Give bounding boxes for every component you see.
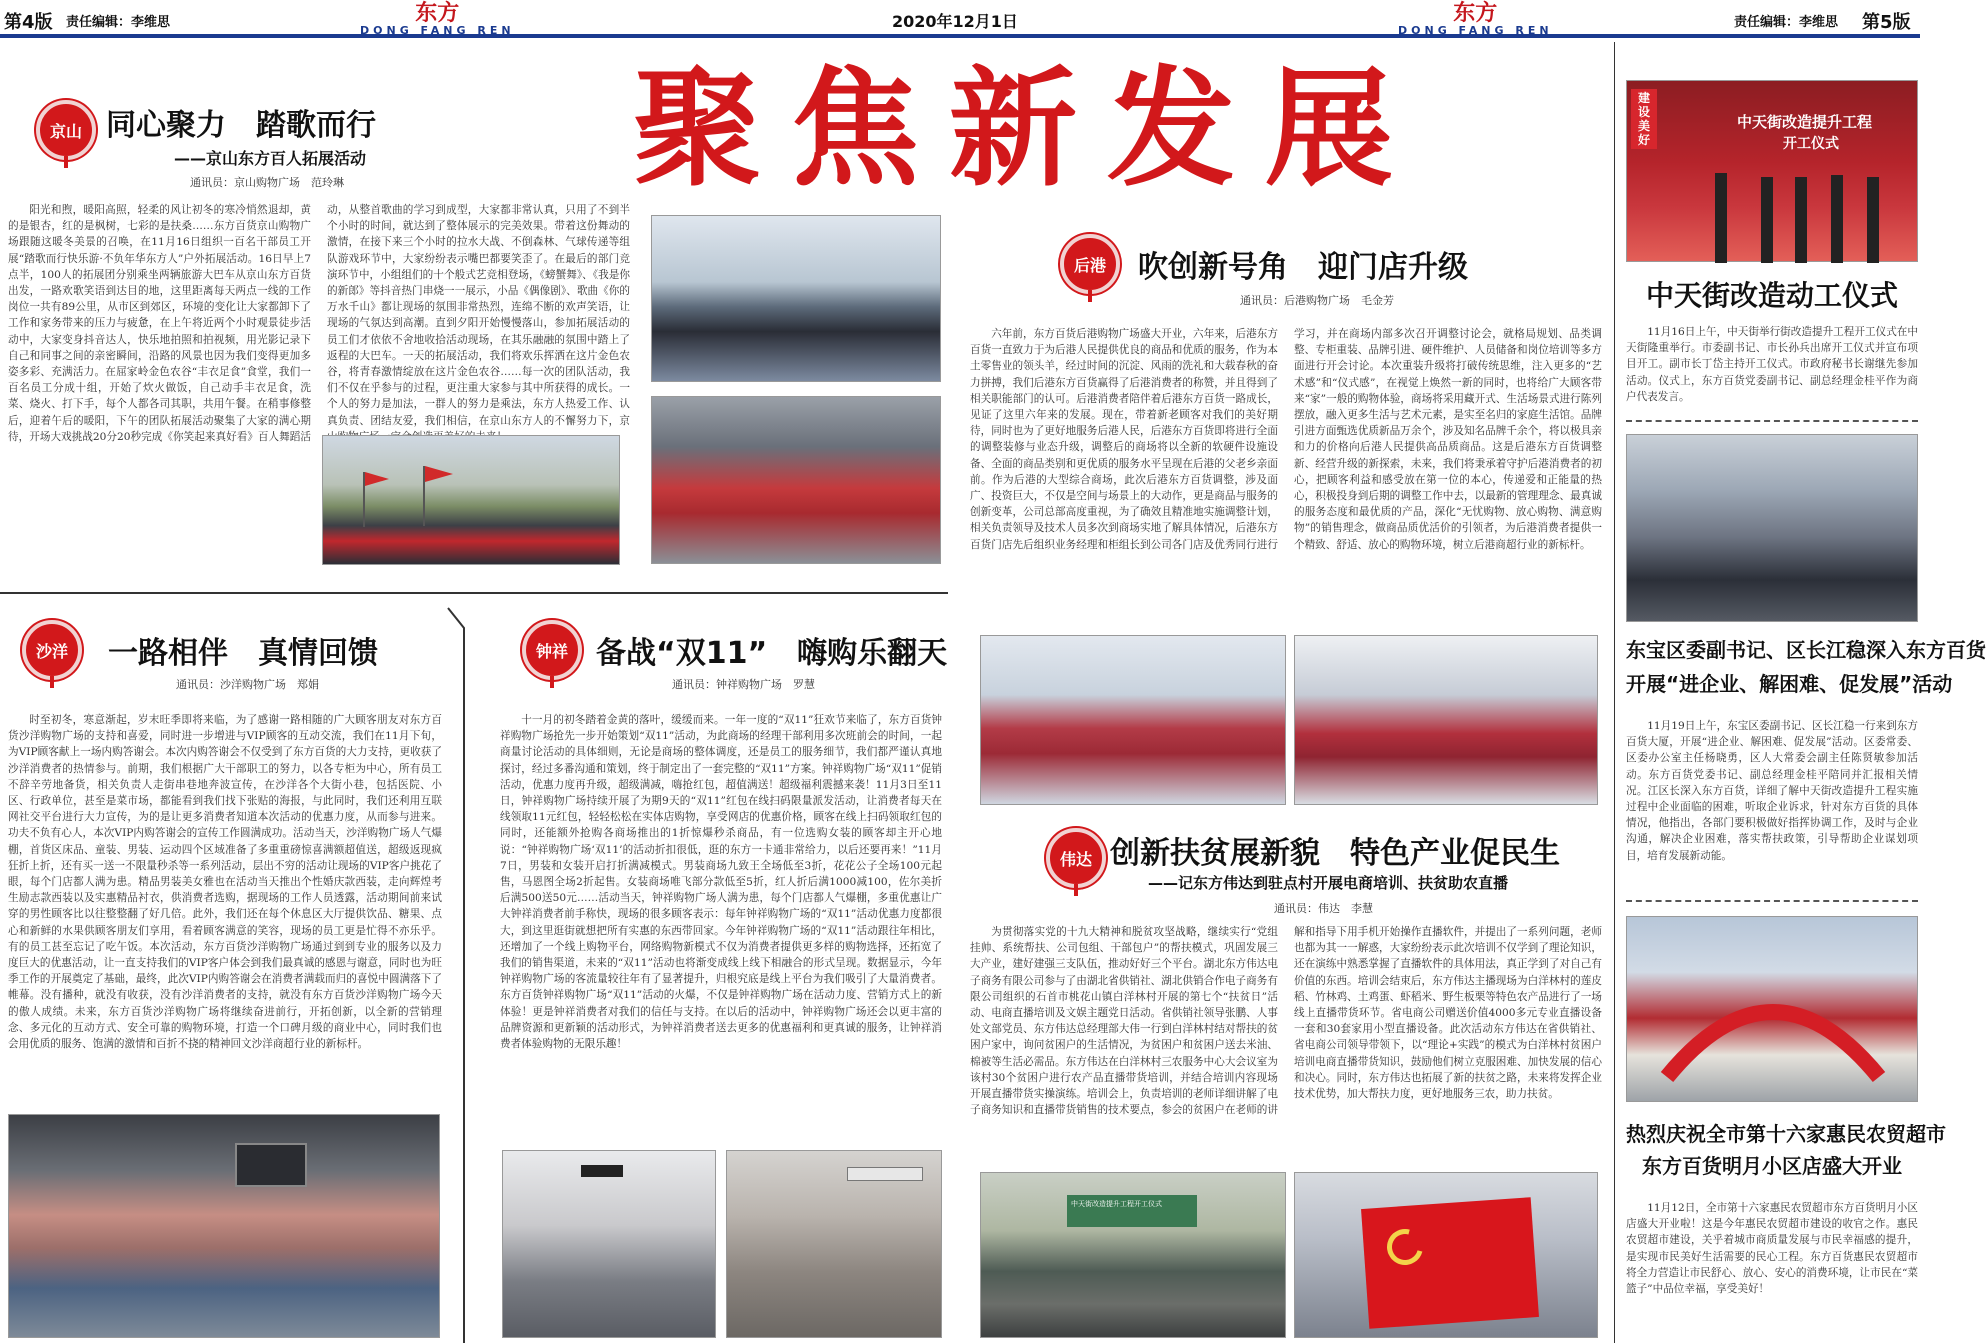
ceremony-banner-line2: 开工仪式 — [1783, 136, 1839, 152]
store-sign — [581, 1165, 623, 1177]
sidebar-divider — [1626, 900, 1918, 902]
staff-meeting-photo — [1294, 635, 1598, 805]
flag-graphic — [323, 436, 621, 566]
vip-shopping-photo — [8, 1114, 440, 1338]
article-byline: 通讯员：后港购物广场 毛金芳 — [1240, 294, 1394, 307]
inspection-visit-photo — [1626, 434, 1918, 622]
article-headline: 同心聚力 踏歌而行 — [106, 108, 376, 143]
location-badge: 后港 — [1060, 234, 1120, 294]
sidebar-body: 11月19日上午，东宝区委副书记、区长江稳一行来到东方百货大厦，开展“进企业、解困难、促发展”活动。区委常委、区委办公室主任杨晓勇，区人大常委会副主任陈贤敏参加活动。东方百货党委书记、副总经理金桂平陪同并汇报相关情况。江区长深入东方百货，详细了解中天街改造提升工程实施过程中企业面临的困难，听取企业诉求，针对东方百货的具体情况，他指出，各部门要积极做好指挥协调工作，及时与企业沟通，解决企业困难，落实帮扶政策，引导帮助企业谋划项目，培育发展新动能。 — [1626, 720, 1918, 862]
issue-date: 2020年12月1日 — [892, 12, 1018, 31]
logo-mark: 东方 — [1453, 1, 1498, 26]
circle-activity-photo — [651, 215, 941, 382]
sidebar-headline: 中天街改造动工仪式 — [1645, 279, 1898, 312]
clothing-store-photo — [502, 1150, 716, 1338]
training-screen: 中天街改造提升工程开工仪式 — [1067, 1195, 1197, 1227]
page-header — [0, 0, 1920, 38]
left-editor: 责任编辑：李维思 — [66, 15, 171, 30]
article-subtitle: ——记东方伟达到驻点村开展电商培训、扶贫助农直播 — [1148, 874, 1509, 892]
party-flag-photo — [1294, 1172, 1598, 1338]
sidebar-body: 11月12日，全市第十六家惠民农贸超市东方百货明月小区店盛大开业啦！这是今年惠民农贸超市建设的收官之作。惠民农贸超市建设，关乎着城市商质量发展与市民幸福感的提升，是实现市民美好生活需要的民心工程。东方百货惠民农贸超市将全力营造让市民舒心、放心、安心的消费环境，让市民在“菜篮子”中品位幸福，享受美好！ — [1626, 1202, 1918, 1296]
article-body: 为贯彻落实党的十九大精神和脱贫攻坚战略，继续实行“党组挂帅、系统帮扶、公司包组、干部包户”的帮扶模式，巩固发展三大产业，建好建强三支队伍，推动好好三个平台。湖北东方伟达电子商务有限公司参与了由湖北省供销社、湖北供销合作电子商务有限公司组织的石首市桃花山镇白洋林村开展的第七个“扶贫日”活动、电商直播培训及文娱主题党日活动。省供销社领导张鹏、人事处文部党员、东方伟达总经理部大伟一行到白洋林村结对帮扶的贫困户家中，询问贫困户的生活情况，为贫困户和贫困户送去米油、棉被等生活必需品。东方伟达在白洋林村三农服务中心大会议室为该村30个贫困户进行农产品直播带货培训，并结合培训内容现场开展直播带货实操演练。培训会上，负责培训的老师详细讲解了电子商务知识和直播带货销售的技术要点，参会的贫困户在老师的讲解和指导下用手机开始操作直播软件，并提出了一系列问题，老师也都为其一一解惑，大家纷纷表示此次培训不仅学到了理论知识，还在演练中熟悉掌握了直播软件的具体用法，真正学到了对自己有价值的东西。培训会结束后，东方伟达主播现场为白洋林村的莲皮稻、竹林鸡、土鸡蛋、虾稻米、野生板栗等特色农产品进行了一场线上直播带货环节。省电商公司赠送价值4000多元专业直播设备一套和30套家用小型直播设备。此次活动东方伟达在省供销社、省电商公司领导带领下，以“理论+实践”的模式为白洋林村贫困户培训电商直播带货知识，鼓励他们树立克服困难、加快发展的信心和决心。同时，东方伟达也拓展了新的扶贫之路，未来将发挥企业技术优势，加大帮扶力度，更好地服务三农，助力扶贫。 — [970, 926, 1602, 1117]
section-divider — [0, 592, 948, 594]
location-badge: 伟达 — [1046, 828, 1106, 888]
ceremony-people — [1627, 81, 1919, 263]
group-photo — [322, 435, 620, 565]
sidebar-headline: 热烈庆祝全市第十六家惠民农贸超市 — [1626, 1122, 1946, 1146]
pig-sign — [235, 1143, 307, 1187]
red-flag — [1361, 1197, 1539, 1329]
article-headline: 吹创新号角 迎门店升级 — [1138, 250, 1468, 285]
sidebar-headline: 东宝区委副书记、区长江稳深入东方百货 — [1626, 638, 1986, 662]
location-badge: 沙洋 — [22, 620, 82, 680]
article-subtitle: ——京山东方百人拓展活动 — [174, 149, 367, 168]
article-body: 时至初冬，寒意渐起，岁末旺季即将来临，为了感谢一路相随的广大顾客朋友对东方百货沙洋购物广场的支持和喜爱，同时进一步增进与VIP顾客的互动交流，我们在11月下旬，为VIP顾客献上一场内购答谢会。本次内购答谢会不仅受到了东方百货的大力支持，更收获了沙洋消费者的热情参与。前期，我们根据广大干部职工的努力，以各专柜为中心，所有员工不辞辛劳地备货，相关负责人走街串巷地奔波宣传，在沙洋各个大街小巷，包括医院、小区、行政单位，甚至是菜市场，都能看到我们找下张贴的海报，与此同时，我们还利用互联网社交平台进行大力宣传，为的是让更多消费者知道本次活动的优惠力度，从而参与进来。功夫不负有心人，本次VIP内购答谢会的宣传工作圆满成功。活动当天，沙洋购物广场人气爆棚，首货区床品、童装、男装、运动四个区域准备了多重重磅惊喜满额超值送，超级返现疯狂折上折，还有买一送一不限量秒杀等一系列活动，层出不穷的活动让现场的VIP客户挑花了眼，每个门店都人满为患。精品男装美女雅也在活动当天推出个性婚庆款西装，走向辉煌考生励志款西装以及实惠精品衬衣，供消费者选购，据现场的工作人员透露，活动期间前来试穿的男性顾客比以往整整翻了好几倍。此外，我们还在每个休息区大厅提供饮品、糖果、点心和新鲜的水果供顾客朋友们享用，看着顾客满意的笑容，现场的员工更是忙得不亦乐乎。有的员工甚至忘记了吃午饭。本次活动，东方百货沙洋购物广场通过到到专业的服务以及力度巨大的优惠活动，让一直支持我们的VIP客户体会到我们最真诚的感恩与谢意，同时也为旺季工作的开展奠定了基础，最终，此次VIP内购答谢会在消费者满载而归的喜悦中圆满落下了帷幕。没有播种，就没有收获，没有沙洋消费者的支持，就没有东方百货沙洋购物广场今天的傲人成绩。未来，东方百货沙洋购物广场将继续奋进前行，开拓创新，以全新的营销理念、多元化的互动方式、安全可靠的购物环境，打造一个口碑月级的商业中心，同时我们也会用优质的服务、饱满的激情和百折不挠的精神回文沙洋商超行业的新标杆。 — [8, 714, 442, 1051]
left-page-number: 第4版 — [4, 12, 53, 33]
left-logo — [360, 1, 515, 37]
logo-text: DONG FANG REN — [360, 24, 515, 37]
article-byline: 通讯员：伟达 李慧 — [1274, 902, 1373, 915]
article-byline: 通讯员：京山购物广场 范玲琳 — [190, 176, 344, 189]
sidebar-separator — [1614, 42, 1615, 1343]
sidebar-headline-line2: 东方百货明月小区店盛大开业 — [1642, 1154, 1902, 1178]
article-body: 六年前，东方百货后港购物广场盛大开业，六年来，后港东方百货一直致力于为后港人民提供优良的商品和优质的服务，作为本土零售业的领头羊，经过时间的沉淀、风雨的洗礼和大载春秋的奋力拼搏，我们后港东方百货赢得了后港消费者的称赞，并且得到了相关职能部门的认可。后港消费者陪伴着后港东方百货一路成长，见证了这里六年来的发展。现在，带着新老顾客对我们的美好期待，同时也为了更好地服务后港人民，后港东方百货即将进行全面的调整装修与业态升级，调整后的商场将以全新的软硬件设施设备、全面的商品类别和更优质的服务水平呈现在后港的父老乡亲面前。作为后港的大型综合商场，此次后港东方百货调整，涉及面广、投资巨大，不仅是空间与场景上的大动作，更是商品与服务的创新变革，公司总部高度重视，为了确效且精准地实施调整计划，相关负责领导及技术人员多次到商场实地了解具体情况，后港东方百货门店先后组织业务经理和柜组长到公司各门店及优秀同行进行学习，并在商场内部多次召开调整讨论会，就格局规划、品类调整、专柜重装、品牌引进、硬件维护、人员储备和岗位培训等多方面进行开会讨论。本次重装升级将打破传统思维，注入更多的“艺术感”和“仪式感”，在视觉上焕然一新的同时，也将给广大顾客带来“家”一般的购物体验，商场将采用藏开式、生活场景式进行陈列摆放，融入更多生活与艺术元素，是实至名归的家庭生活馆。品牌引进方面甄选优质新品万余个，涉及知名品牌千余个，将以极具亲和力的价格向后港人民提供高品质商品。这是后港东方百货调整新、经营升级的新探索，未来，我们将秉承着守护后港消费者的初心，把顾客利益和感受放在第一位的本心，传递爱和正能量的热心，积极投身到后期的调整工作中去，以最新的管理理念、最真诚的服务态度和最优质的产品，深化“无忧购物、放心购物、满意购物”的销售理念，做商品质优活价的引领者，为后港消费者提供一个精致、舒适、放心的购物环境，树立后港商超行业的新标杆。 — [970, 328, 1602, 551]
sidebar-body: 11月16日上午，中天街举行街改造提升工程开工仪式在中天街隆重举行。市委副书记、市长孙兵出席开工仪式并宣布项目开工。副市长丁岱主持开工仪式。市政府秘书长谢继先参加活动。仪式上，东方百货党委副书记、副总经理金桂平作为商户代表发言。 — [1626, 326, 1918, 403]
right-page-number: 第5版 — [1862, 12, 1911, 33]
team-game-photo — [651, 396, 941, 564]
staff-assembly-photo — [980, 635, 1286, 805]
article-body: 阳光和煦，暖阳高照，轻柔的风让初冬的寒冷悄然退却，黄的是银杏，红的是枫树，七彩的是扶桑……东方百货京山购物广场跟随这暖冬美景的召唤，在11月16日组织一百名干部员工开展“踏歌而行快乐游·不负年华东方人”户外拓展活动。16日早上7点半，100人的拓展团分别乘坐两辆旅游大巴车从京山东方百货出发，一路欢歌笑语到达目的地，这里距离每天两点一线的工作岗位一共有89公里，从市区到郊区，环境的变化让大家都卸下了工作和家务带来的压力与疲惫，在上午将近两个小时观景徒步活动中，大家变身抖音达人，快乐地拍照和拍视频，用光影记录下自己和同事之间的亲密瞬间，沿路的风景也因为我们变得更加多姿多彩、充满活力。在屈家岭金色农谷“丰衣足食”食堂，我们一百名员工分成十组，开始了炊火做饭，自己动手丰衣足食，洗菜、烧火、打下手，每个人都各司其职，共用午餐。在稍事修整后，迎着午后的暖阳，下午的团队拓展活动聚集了大家的满心期待，开场大戏挑战20分20秒完成《你笑起来真好看》百人舞蹈活动，从整首歌曲的学习到成型，大家都非常认真，只用了不到半个小时的时间，就达到了整体展示的完美效果。带着这份舞动的激情，在接下来三个小时的拉水大战、不倒森林、气球传递等组队游戏环节中，大家纷纷表示嘴巴都要笑歪了。在最后的部门竞演环节中，小组组们的十个般式艺竞相登场，《螃蟹舞》、《我是你的新郎》等抖音热门串烧一一展示，小品《偶像剧》、歌曲《你的万水千山》都让现场的氛围非常热烈，连绵不断的欢声笑语，让现场的气氛达到高潮。直到夕阳开始慢慢落山，参加拓展活动的员工们才依依不舍地收拾活动现场，在其乐融融的氛围中踏上了返程的大巴车。一天的拓展活动，我们将欢乐挥洒在这片金色农谷，将青春激情绽放在这片金色农谷……每一次的团队活动，我们不仅在乎参与的过程，更注重大家参与其中所获得的成长。一个人的努力是加法，一群人的努力是乘法，东方人热爱工作、认真负责、团结友爱，我们相信，在京山东方人的不懈努力下，京 — [8, 204, 630, 443]
masthead-title: 聚焦新发展 — [632, 55, 1423, 204]
sidebar-divider — [1626, 420, 1918, 422]
right-logo — [1398, 1, 1553, 37]
store-opening-photo — [1626, 916, 1918, 1102]
article-headline: 备战“双11” 嗨购乐翻天 — [596, 636, 948, 671]
balloon-arch — [1627, 917, 1919, 1103]
groundbreaking-ceremony-photo — [1626, 80, 1918, 262]
ceremony-sign: 建设美好 — [1631, 89, 1657, 149]
store-sign — [847, 1167, 923, 1181]
location-badge: 京山 — [36, 100, 96, 160]
article-headline: 一路相伴 真情回馈 — [108, 636, 378, 671]
sidebar-headline-line2: 开展“进企业、解困难、促发展”活动 — [1626, 672, 1953, 696]
training-session-photo — [980, 1172, 1286, 1338]
location-badge: 钟祥 — [522, 620, 582, 680]
article-headline: 创新扶贫展新貌 特色产业促民生 — [1110, 836, 1560, 871]
logo-text: DONG FANG REN — [1398, 24, 1553, 37]
fashion-store-photo — [726, 1150, 942, 1338]
column-bracket — [444, 608, 472, 1343]
logo-mark: 东方 — [415, 1, 460, 26]
right-editor: 责任编辑：李维思 — [1734, 15, 1839, 30]
article-byline: 通讯员：钟祥购物广场 罗慧 — [672, 678, 815, 691]
article-body: 十一月的初冬踏着金黄的落叶，缓缓而来。一年一度的“双11”狂欢节来临了，东方百货钟祥购物广场抢先一步开始策划“双11”活动，为此商场的经理干部利用多次班前会的时间，一起商量讨论活动的具体细则，无论是商场的整体调度，还是员工的服务细节，我们都严谨认真地探讨，经过多番沟通和策划，终于制定出了一套完整的“双11”方案。钟祥购物广场“双11”促销活动，优惠力度再升级，超级满减，嗨抢红包，超值满送！超级福利震撼来袭！11月3日至11日，钟祥购物广场持续开展了为期9天的“双11”红包在线扫码限量派发活动，让消费者每天在线领取11元红包，轻轻松松在实体店购物，享受网店的优惠价格，顾客在线上扫码领取红包的同时，还能额外抢购各商场推出的1折惊爆秒杀商品，有一位选购女装的顾客却主开心地说：“钟祥购物广场‘双11’的活动折扣很低，逛的东方一卡通非常给力，以后还要再来！”11月7日，男装和女装开启打折满减模式。男装商场九致王全场低至3折，花花公子全场100元起售，马恩图全场2折起售。女装商场唯飞部分款低至5折，红人折后满1000减100，佐尔美折后满500送50元……活动当天，钟祥购物广场人满为患，每个门店都人气爆棚，多重优惠让广大钟祥消费者前手称快，现场的很多顾客表示：每年钟祥购物广场的“双11”活动优惠力度都很大，到这里逛街就想把所有实惠的东西带回家。今年钟祥购物广场的“双11”活动跟往年相比，还增加了一个线上购物平台，网络购物新模式不仅为消费者提供更多样的购物选择，还拓宽了我们的销售渠道，未来的“双11”活动也将渐变成线上线下相融合的形式呈现。数据显示，今年钟祥购物广场的客流量较往年有了显著提升，归根究底是线上平台为我们吸引了大量消费者。东方百货钟祥购物广场“双11”活动的火爆，不仅是钟祥购物广场在活动力度、营销方式上的新体验！更是钟祥消费者对我们的信任与支持。在以后的活动中，钟祥购物广场还会以更丰富的品牌资源和更新颖的活动形式，为钟祥消费者送去更多的优惠福利和更真诚的服务，让钟祥消费者体验购物的无限乐趣！ — [500, 714, 942, 1051]
ceremony-banner: 中天街改造提升工程 — [1737, 113, 1873, 131]
article-byline: 通讯员：沙洋购物广场 郑娟 — [176, 678, 319, 691]
